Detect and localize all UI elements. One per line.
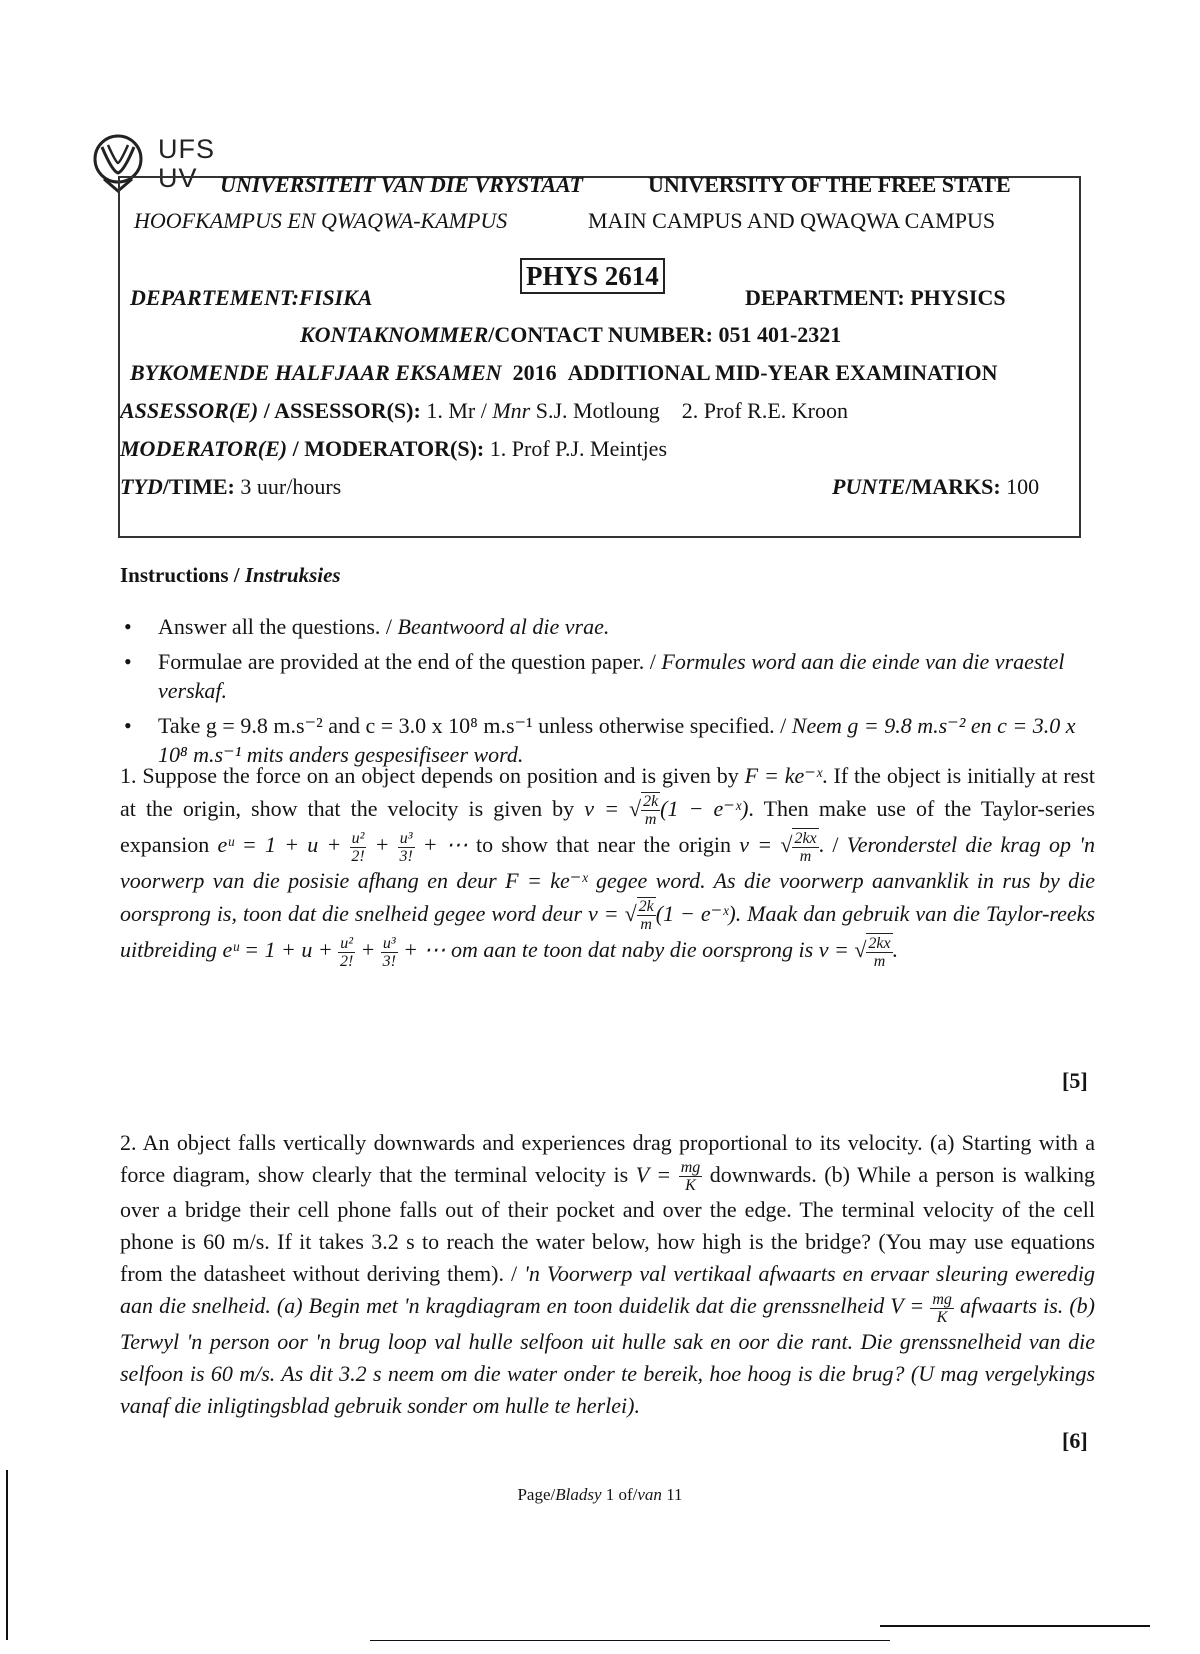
exam-marks [832, 474, 1039, 500]
contact-af: KONTAKNOMMER [300, 322, 489, 347]
assessor-1-prefix: 1. Mr / [420, 398, 493, 423]
q1-taylor-tail: + ⋯ [414, 832, 468, 858]
q1-taylor-plus: + [366, 832, 398, 858]
q2-text-1: 2. An object falls vertically downwards and experiences drag proportional to its velocity. (a) Starting with a force diagram, show clearly that the terminal velocity is [120, 1130, 1095, 1187]
q1-af-taylor-d2: 3! [382, 952, 396, 970]
logo-text-top: UFS [158, 134, 215, 164]
q1-velocity-eq [584, 793, 749, 829]
university-name-af: UNIVERSITEIT VAN DIE VRYSTAAT [220, 172, 583, 197]
department-en: DEPARTMENT: PHYSICS [745, 285, 1006, 310]
moderator-label-en: / MODERATOR(S): [287, 436, 485, 461]
footer-page-af: Bladsy [555, 1485, 602, 1504]
assessor-label-en: / ASSESSOR(S): [258, 398, 421, 423]
assessor-1-name: S.J. Motloung [530, 398, 660, 423]
q1-frac-den: m [644, 811, 657, 829]
q2-marks: [6] [1062, 1428, 1088, 1453]
q2-af-2: afwaarts is. (b) Terwyl 'n person oor 'n brug loop val hulle selfoon uit hulle sak en oor die rant. Die grenssnelheid van die selfoon is 60 m/s. As dit 3.2 s neem om die water onder te bereik, hoe hoog is die brug? (U mag vergelykings vanaf die inligtingsblad gebruik sonder om hulle te herlei). [120, 1293, 1095, 1418]
exam-time [120, 474, 341, 500]
assessors [120, 398, 848, 424]
q1-text-1: 1. Suppose the force on an object depends on position and is given by [120, 763, 745, 788]
q1-af-3: . Maak dan gebruik van die Taylor-reeks uitbreiding [120, 900, 1095, 963]
marks-value: 100 [1000, 474, 1040, 499]
q1-marks: [5] [1062, 1068, 1088, 1093]
exam-af: BYKOMENDE HALFJAAR EKSAMEN [130, 360, 502, 385]
q1-taylor-n2: u³ [399, 829, 413, 847]
question-1 [120, 760, 1095, 970]
q1-v2-den: m [799, 847, 812, 865]
instruction-en: Formulae are provided at the end of the question paper. / [158, 649, 662, 674]
exam-title [130, 360, 998, 386]
course-code: PHYS 2614 [520, 258, 665, 294]
q2-v-lhs: V = [635, 1162, 679, 1187]
q1-frac-num: 2k [643, 793, 659, 811]
moderator-1: 1. Prof P.J. Meintjes [484, 436, 668, 461]
q1-af-taylor-d1: 2! [339, 952, 354, 970]
q1-af-taylor-plus: + [355, 937, 381, 963]
q1-af-v2-num: 2kx [868, 934, 891, 952]
q1-af-4: om aan te toon dat naby die oorsprong is [445, 937, 819, 963]
instructions-title-af: Instruksies [244, 563, 341, 587]
q1-sqrt: √ $\frac{2k}{m}$ [628, 793, 659, 829]
q1-text-2: . If the object is initially at rest at the origin, show that the velocity is given by [120, 763, 1095, 821]
assessor-2: 2. Prof R.E. Kroon [681, 398, 849, 423]
instruction-af: Neem g = 9.8 m.s⁻² en c = 3.0 x 10⁸ m.s⁻¹ mits anders gespesifiseer word. [158, 713, 1076, 767]
instructions-list [120, 612, 1100, 775]
q1-af-5: . [892, 937, 899, 963]
instruction-item [120, 612, 1100, 641]
instruction-en: Answer all the questions. / [158, 614, 398, 639]
exam-en: ADDITIONAL MID-YEAR EXAMINATION [567, 360, 998, 385]
q1-af-frac-den: m [640, 916, 652, 934]
q1-af-velocity-eq: v = √ $\frac{2k}{m}$ (1 − e⁻ˣ) [588, 898, 736, 934]
q1-force-eq: F = ke⁻ˣ [744, 763, 823, 788]
logo-text-bottom: UV [158, 163, 198, 193]
time-label-af: TYD [120, 474, 163, 499]
q1-af-v-tail: (1 − e⁻ˣ) [655, 900, 736, 926]
q1-af-v-lhs: v = [588, 900, 625, 926]
department-af: DEPARTEMENT:FISIKA [130, 285, 373, 310]
assessor-1-mnr: Mnr [492, 398, 531, 423]
q1-af-v2-den: m [873, 952, 886, 970]
q1-taylor-d1: 2! [351, 847, 365, 865]
scan-edge-line [6, 1470, 8, 1640]
q1-v-lhs: v = [584, 796, 629, 821]
footer-page-num: 1 of/ [601, 1485, 638, 1504]
page-footer [0, 1485, 1200, 1505]
q2-frac-den: K [685, 1177, 696, 1195]
q1-af-frac-num: 2k [638, 898, 654, 916]
contact-number [300, 322, 841, 348]
q2-af-terminal-velocity-eq [890, 1290, 954, 1326]
q2-af-1: 'n Voorwerp val vertikaal afwaarts en ervaar sleuring eweredig aan die snelheid. (a) Begin met 'n kragdiagram en toon duidelik dat die grenssnelheid [120, 1261, 1095, 1319]
instruction-en: Take g = 9.8 m.s⁻² and c = 3.0 x 10⁸ m.s⁻¹ unless otherwise specified. / [158, 713, 792, 738]
footer-page-en: Page/ [517, 1485, 556, 1504]
footer-van: van [637, 1485, 662, 1504]
q2-af-frac-den: K [936, 1308, 948, 1326]
time-label-en: /TIME: [162, 474, 235, 499]
question-2 [120, 1127, 1095, 1422]
q1-taylor-lhs: eᵘ = 1 + u + [217, 832, 350, 858]
instructions-title-en: Instructions / [120, 563, 245, 587]
assessor-label-af: ASSESSOR(E) [120, 398, 259, 423]
campus-en: MAIN CAMPUS AND QWAQWA CAMPUS [588, 208, 996, 233]
instruction-af: Formules word aan die einde van die vraestel verskaf. [158, 649, 1065, 703]
instructions-title [120, 563, 341, 588]
q1-taylor-eq [217, 829, 468, 865]
q1-af-v2-lhs: v = [818, 937, 855, 963]
moderators [120, 436, 667, 462]
q2-af-frac-num: mg [932, 1290, 952, 1308]
contact-en: /CONTACT NUMBER: 051 401-2321 [488, 322, 842, 347]
q1-text-3: . Then make use of the Taylor-series expansion [120, 796, 1095, 858]
q2-text-2: downwards. (b) While a person is walking over a bridge their cell phone falls out of their pocket and over the edge. The terminal velocity of the cell phone is 60 m/s. If it takes 3.2 s to reach the water below, how high is the bridge? (You may use equations from the datasheet without deriving them). / [120, 1162, 1095, 1287]
campus-af: HOOFKAMPUS EN QWAQWA-KAMPUS [134, 208, 508, 233]
q1-af-taylor-eq [222, 934, 446, 970]
marks-label-af: PUNTE [832, 474, 906, 499]
q1-taylor-d2: 3! [399, 847, 413, 865]
q1-v2-num: 2kx [794, 829, 817, 847]
instruction-af: Beantwoord al die vrae. [397, 614, 610, 639]
q1-taylor-n1: u² [351, 829, 365, 847]
scan-bottom-line-right [880, 1625, 1150, 1627]
q2-frac-num: mg [680, 1159, 701, 1177]
scan-bottom-line [370, 1640, 890, 1641]
q2-terminal-velocity-eq [635, 1159, 703, 1195]
q1-af-taylor-tail: + ⋯ [397, 937, 446, 963]
footer-total: 11 [661, 1485, 683, 1504]
q1-af-taylor-n1: u² [340, 934, 354, 952]
q1-af-force-eq: F = ke⁻ˣ [505, 867, 588, 893]
exam-year: 2016 [512, 360, 557, 385]
q1-af-velocity-origin-eq: v = √ $\frac{2kx}{m}$ [818, 934, 891, 970]
q1-text-5: . / [818, 832, 847, 858]
moderator-label-af: MODERATOR(E) [120, 436, 288, 461]
university-name-en: UNIVERSITY OF THE FREE STATE [648, 172, 1011, 197]
q1-af-taylor-lhs: eᵘ = 1 + u + [222, 937, 339, 963]
instruction-item [120, 647, 1100, 705]
q1-v-tail: (1 − e⁻ˣ) [660, 796, 749, 821]
time-value: 3 uur/hours [234, 474, 342, 499]
q1-v2-lhs: v = [739, 832, 781, 858]
q1-af-2: gegee word. As die voorwerp aanvanklik in rus by die oorsprong is, toon dat die snelheid gegee word deur [120, 867, 1095, 926]
q1-text-4: to show that near the origin [467, 832, 740, 858]
q1-velocity-origin-eq: v = √ $\frac{2kx}{m}$ [739, 829, 817, 865]
q1-af-1: Veronderstel die krag op 'n voorwerp van die posisie afhang en deur [120, 832, 1095, 893]
marks-label-en: /MARKS: [905, 474, 1001, 499]
q1-af-taylor-n2: u³ [382, 934, 396, 952]
q2-af-v-lhs: V = [890, 1293, 931, 1319]
